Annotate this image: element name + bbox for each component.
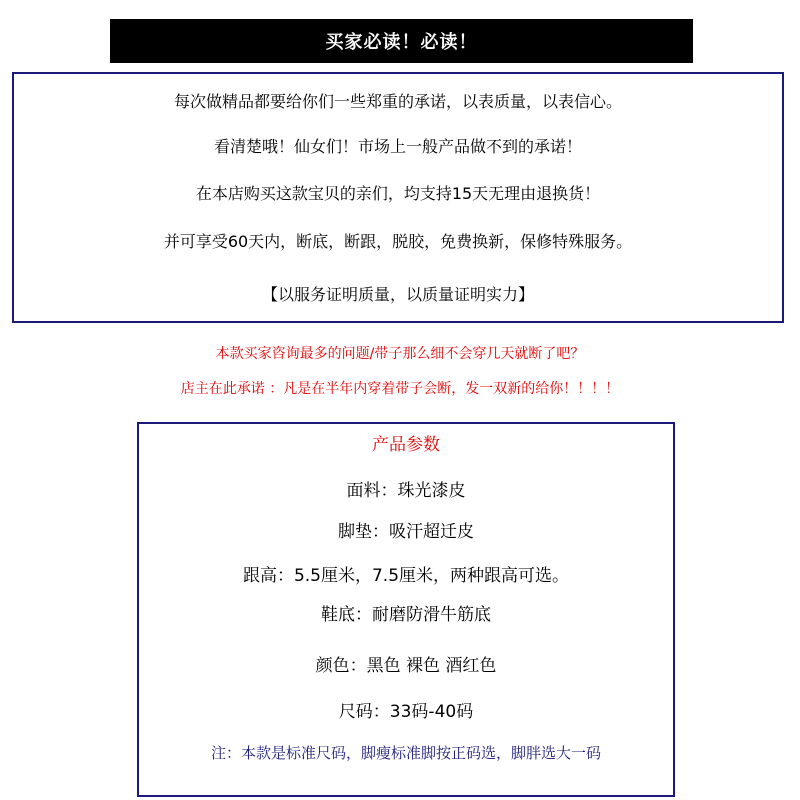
promise-line-4: 并可享受60天内，断底，断跟，脱胶，免费换新，保修特殊服务。 — [163, 232, 633, 251]
page-title-bar — [110, 19, 693, 63]
page-title: 买家必读！必读！ — [325, 32, 478, 53]
notice-commitment: 店主在此承诺 ：凡是在半年内穿着带子会断，发一双新的给你！！！！ — [180, 381, 620, 397]
params-title: 产品参数 — [372, 435, 440, 455]
param-material: 面料：珠光漆皮 — [346, 481, 466, 501]
param-sole: 鞋底：耐磨防滑牛筋底 — [321, 605, 491, 625]
promise-line-2: 看清楚哦！仙女们！市场上一般产品做不到的承诺！ — [213, 137, 582, 156]
param-sizes: 尺码：33码-40码 — [338, 702, 474, 722]
param-colors: 颜色：黑色 裸色 酒红色 — [315, 656, 497, 676]
param-insole: 脚垫：吸汗超迁皮 — [338, 522, 474, 542]
product-params-box — [137, 422, 675, 797]
promise-line-3: 在本店购买这款宝贝的亲们，均支持15天无理由退换货！ — [195, 184, 601, 203]
notice-question: 本款买家咨询最多的问题/带子那么细不会穿几天就断了吧？ — [215, 346, 585, 362]
promise-slogan: 【以服务证明质量，以质量证明实力】 — [261, 285, 534, 304]
promise-line-1: 每次做精品都要给你们一些郑重的承诺，以表质量，以表信心。 — [173, 92, 622, 111]
promise-box — [12, 72, 784, 323]
param-note: 注：本款是标准尺码，脚瘦标准脚按正码选，脚胖选大一码 — [210, 744, 601, 762]
param-heel: 跟高：5.5厘米，7.5厘米，两种跟高可选。 — [242, 566, 570, 586]
